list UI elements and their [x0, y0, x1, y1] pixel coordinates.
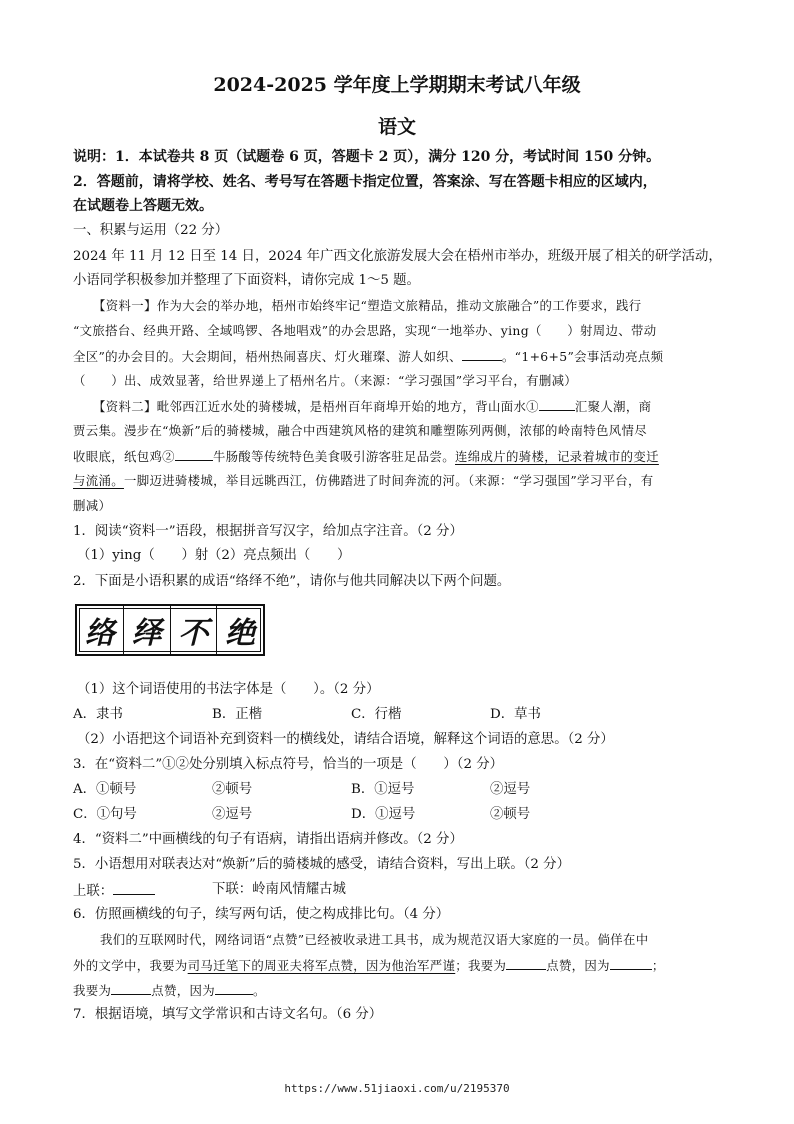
q6-blank-1 [506, 955, 546, 970]
question-6: 6．仿照画横线的句子，续写两句话，使之构成排比句。（4 分） [73, 907, 450, 922]
question-4: 4．“资料二”中画横线的句子有语病，请指出语病并修改。（2 分） [73, 832, 463, 847]
option-b: B．正楷 [212, 707, 263, 722]
question-1-sub-2: （2）亮点频出（ ） [208, 548, 351, 563]
q3-option-b-1: B．①逗号 [351, 782, 415, 797]
q6-line-3b: 点赞，因为 [151, 983, 215, 998]
q6-blank-3 [111, 980, 151, 995]
q6-line-3 [73, 980, 723, 1001]
option-c: C．行楷 [351, 707, 402, 722]
q3-option-b-2: ②逗号 [490, 782, 531, 797]
couplet-lower: 下联：岭南风情耀古城 [212, 882, 346, 897]
q6-line-2d: 点赞，因为 [546, 958, 610, 973]
question-3: 3．在“资料二”①②处分别填入标点符号，恰当的一项是（ ）（2 分） [73, 757, 504, 772]
question-2-sub-2: （2）小语把这个词语补充到资料一的横线处，请结合语境，解释这个词语的意思。（2 分） [77, 732, 614, 747]
blank-line [462, 346, 502, 361]
material2-line-4b: 一脚迈进骑楼城，举目远眺西江，仿佛踏进了时间奔流的河。（来源：“学习强国”学习平台，有 [123, 473, 654, 488]
q6-line-2c: ；我要为 [455, 958, 507, 973]
q6-blank-4 [215, 980, 253, 995]
material2-line-3b: 牛肠酸等传统特色美食吸引游客驻足品尝。 [212, 449, 456, 464]
q3-option-a-2: ②顿号 [212, 782, 253, 797]
q3-option-c-2: ②逗号 [212, 807, 253, 822]
q6-line-2a: 外的文学中，我要为 [73, 958, 188, 973]
underlined-sentence-part-2: 与流涌。 [73, 473, 124, 488]
material1-line-3 [73, 346, 723, 367]
q6-line-2e: ； [651, 958, 665, 973]
question-1-sub-1: （1）ying（ ）射 [77, 548, 209, 563]
option-a: A．隶书 [73, 707, 123, 722]
q3-option-a-1: A．①顿号 [73, 782, 137, 797]
question-7: 7．根据语境，填写文学常识和古诗文名句。（6 分） [73, 1007, 383, 1022]
couplet-blank [113, 880, 155, 895]
q6-underlined-example: 司马迁笔下的周亚夫将军点赞，因为他治军严谨 [187, 958, 456, 973]
material1-line-2: “文旅搭台、经典开路、全域鸣锣、各地唱戏”的办会思路，实现“一地举办、ying（ ）射周边、带动 [73, 323, 657, 338]
couplet-upper [73, 880, 155, 902]
material2-line-2: 贾云集。漫步在“焕新”后的骑楼城，融合中西建筑风格的建筑和雕塑陈列两侧，浓郁的岭南特色风情尽 [73, 423, 647, 438]
material2-line-5: 删减） [73, 498, 112, 513]
calligraphy-char: 络 [77, 606, 124, 654]
calligraphy-box [75, 604, 265, 656]
material2-line-3 [73, 446, 723, 467]
material1-line-3a: 全区”的办会目的。大会期间，梧州热闹喜庆、灯火璀璨、游人如织、 [73, 349, 462, 364]
note-line-2: 2．答题前，请将学校、姓名、考号写在答题卡指定位置，答案涂、写在答题卡相应的区域内， [73, 174, 657, 190]
intro-line-1: 2024 年 11 月 12 日至 14 日，2024 年广西文化旅游发展大会在梧州市举办，班级开展了相关的研学活动， [73, 249, 722, 264]
calligraphy-char: 绎 [124, 606, 171, 654]
section-heading: 一、积累与运用（22 分） [73, 223, 229, 238]
calligraphy-char: 不 [171, 606, 218, 654]
question-2: 2．下面是小语积累的成语“络绎不绝”，请你与他共同解决以下两个问题。 [73, 574, 511, 589]
material2-line-1a: 【资料二】毗邻西江近水处的骑楼城，是梧州百年商埠开始的地方，背山面水① [93, 399, 539, 414]
couplet-upper-label: 上联： [73, 884, 114, 899]
question-1: 1．阅读“资料一”语段，根据拼音写汉字，给加点字注音。（2 分） [73, 524, 463, 539]
material2-line-3a: 收眼底，纸包鸡② [73, 449, 175, 464]
subject-title: 语文 [377, 116, 416, 138]
material1-line-1: 【资料一】作为大会的举办地，梧州市始终牢记“塑造文旅精品，推动文旅融合”的工作要求，践行 [93, 298, 642, 313]
material2-line-4 [73, 471, 723, 491]
material2-line-1 [93, 396, 743, 417]
calligraphy-char: 绝 [225, 616, 256, 651]
blank-1 [539, 396, 575, 411]
q6-line-2 [73, 955, 723, 976]
q6-line-3c: 。 [252, 983, 266, 998]
exam-title: 2024-2025 学年度上学期期末考试八年级 [213, 74, 581, 96]
footer-url: https://www.51jiaoxi.com/u/2195370 [284, 1082, 510, 1095]
question-2-sub-1: （1）这个词语使用的书法字体是（ ）。（2 分） [77, 682, 380, 697]
material1-line-3b: 。“1+6+5”会事活动亮点频 [501, 349, 664, 364]
q3-option-d-1: D．①逗号 [351, 807, 416, 822]
q6-blank-2 [610, 955, 652, 970]
question-5: 5．小语想用对联表达对“焕新”后的骑楼城的感受，请结合资料，写出上联。（2 分） [73, 857, 570, 872]
blank-2 [175, 446, 213, 461]
q6-line-1: 我们的互联网时代，网络词语“点赞”已经被收录进工具书，成为规范汉语大家庭的一员。倘佯在中 [100, 932, 649, 947]
intro-line-2: 小语同学积极参加并整理了下面资料，请你完成 1～5 题。 [73, 273, 420, 288]
q3-option-d-2: ②顿号 [490, 807, 531, 822]
note-line-3: 在试题卷上答题无效。 [73, 198, 213, 214]
note-line-1: 说明：1．本试卷共 8 页（试题卷 6 页，答题卡 2 页），满分 120 分，考试时间 150 分钟。 [73, 149, 661, 165]
material1-line-4: （ ）出、成效显著，给世界递上了梧州名片。（来源：“学习强国”学习平台，有删减） [73, 373, 578, 388]
option-d: D．草书 [490, 707, 541, 722]
q3-option-c-1: C．①句号 [73, 807, 137, 822]
underlined-sentence-part-1: 连绵成片的骑楼，记录着城市的变迁 [455, 449, 659, 464]
material2-line-1b: 汇聚人潮，商 [574, 399, 652, 414]
q6-line-3a: 我要为 [73, 983, 112, 998]
